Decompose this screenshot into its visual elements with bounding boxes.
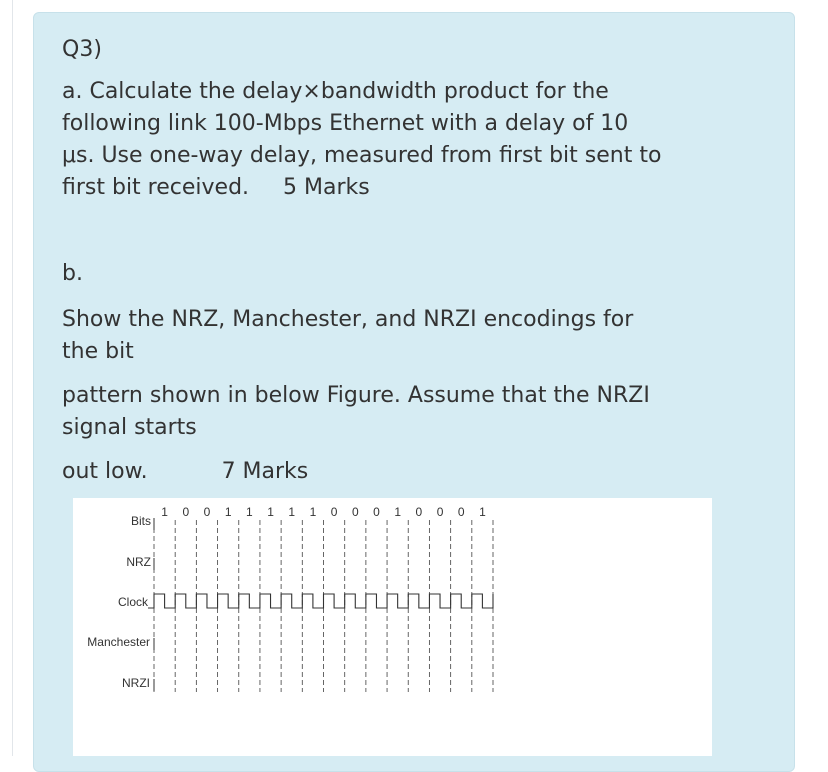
part-b-line-1: Show the NRZ, Manchester, and NRZI encodings for [62, 307, 634, 332]
bit-value: 1 [246, 505, 253, 519]
encoding-diagram [73, 498, 712, 756]
bit-value: 1 [309, 505, 317, 519]
part-b-line-5-text: out low. [62, 459, 148, 484]
part-b-line-3: pattern shown in below Figure. Assume that the NRZI [62, 383, 650, 408]
clock-waveform [148, 594, 493, 608]
part-b-line-2: the bit [62, 339, 134, 364]
bit-value: 1 [394, 505, 401, 519]
row-label-nrz: NRZ [126, 555, 151, 569]
question-label: Q3) [62, 37, 102, 62]
part-b-label: b. [62, 261, 83, 286]
bit-value: 0 [351, 505, 359, 519]
bit-value: 1 [267, 505, 274, 519]
part-a-marks: 5 Marks [283, 175, 370, 200]
part-b-line-5 [62, 456, 308, 488]
part-a-line-3: μs. Use one-way delay, measured from first bit sent to [62, 143, 662, 168]
part-a-line-2: following link 100-Mbps Ethernet with a delay of 10 [62, 111, 629, 136]
bit-value: 1 [224, 505, 232, 519]
row-label-bits: Bits [130, 514, 151, 528]
bit-value: 0 [457, 505, 465, 519]
bit-value: 1 [479, 505, 486, 519]
row-label-nrzi: NRZI [122, 676, 150, 690]
bit-value: 0 [182, 505, 190, 519]
bit-values [161, 505, 486, 519]
row-label-manchester: Manchester [87, 635, 150, 649]
bit-value: 0 [203, 505, 211, 519]
encoding-figure [73, 498, 712, 756]
bit-value: 1 [161, 505, 168, 519]
part-a-line-4-text: first bit received. [62, 175, 250, 200]
part-b-line-4: signal starts [62, 415, 197, 440]
bit-value: 1 [288, 505, 296, 519]
left-divider [12, 0, 13, 756]
bit-value: 0 [415, 505, 423, 519]
bit-value: 0 [373, 505, 380, 519]
bit-value: 0 [436, 505, 444, 519]
part-a-line-1: a. Calculate the delay×bandwidth product for the [62, 79, 609, 104]
row-label-clock: Clock [117, 595, 148, 609]
part-b-marks: 7 Marks [221, 459, 309, 484]
bit-value: 0 [330, 505, 338, 519]
clock-signal [148, 594, 493, 608]
part-a-line-4 [62, 172, 370, 204]
